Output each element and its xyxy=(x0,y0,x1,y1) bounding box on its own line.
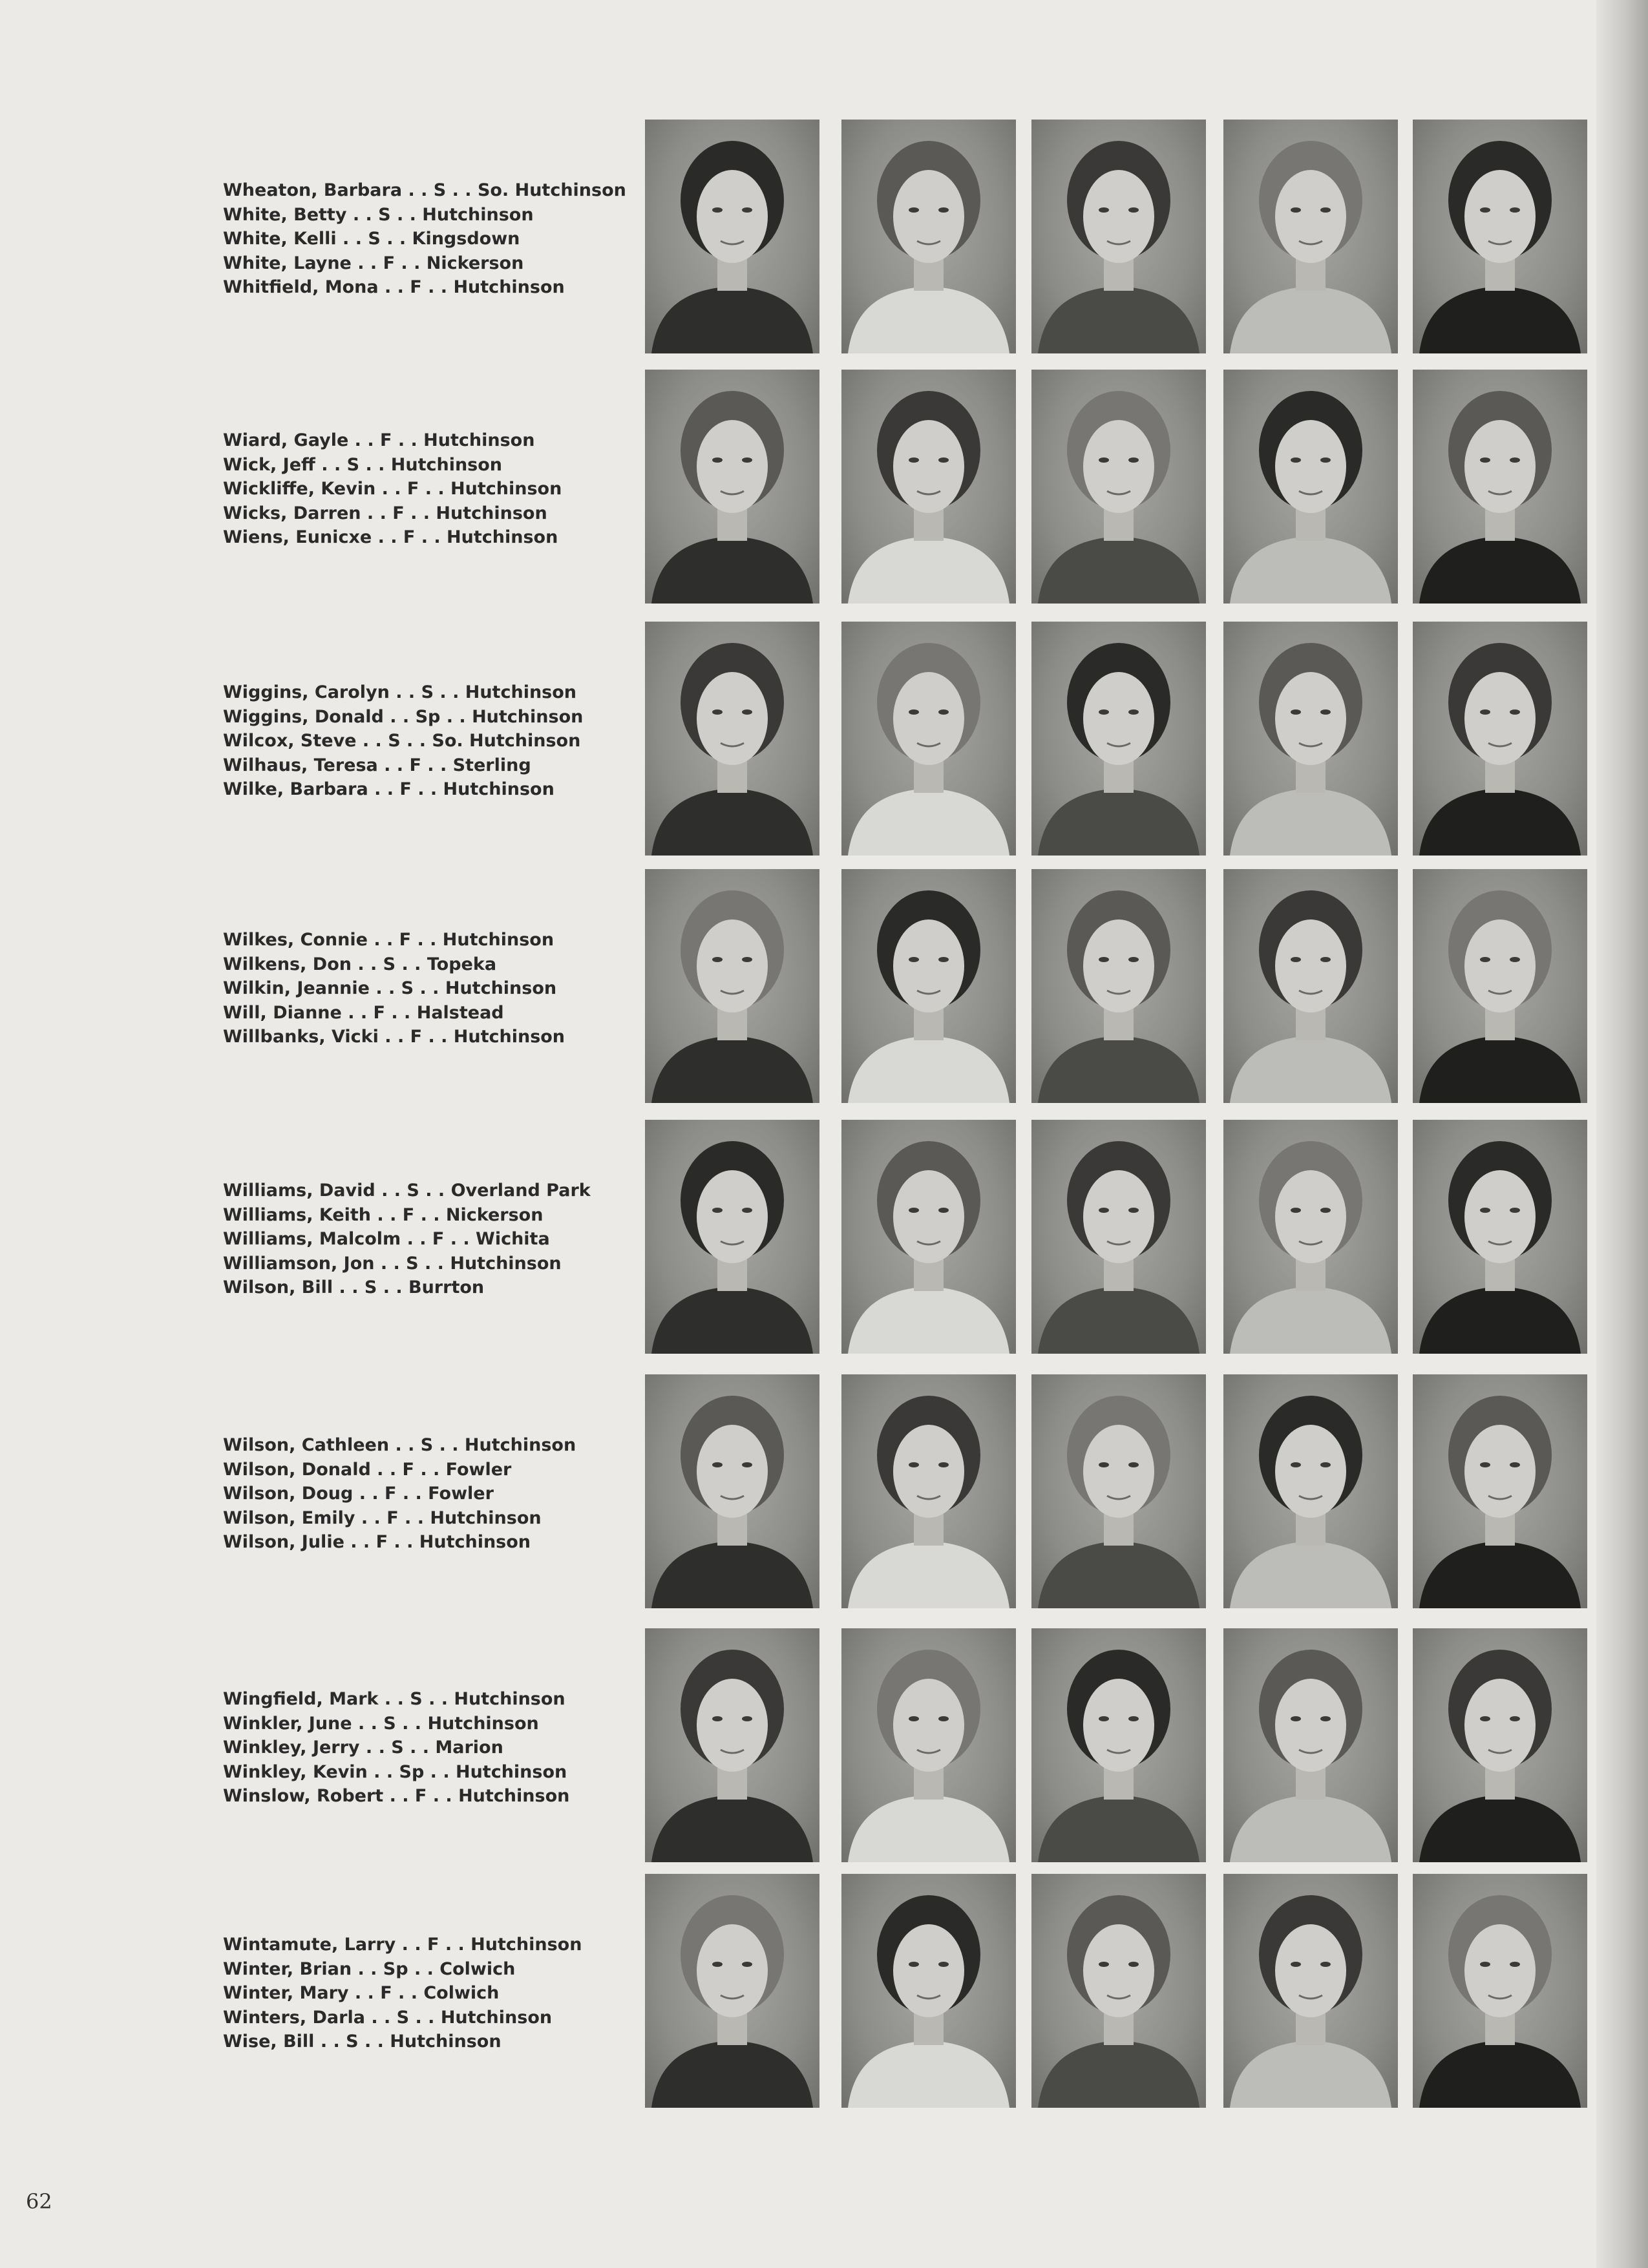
student-name: Winters, Darla . . S . . Hutchinson xyxy=(223,2007,553,2028)
student-portrait xyxy=(1413,370,1587,604)
student-name: White, Layne . . F . . Nickerson xyxy=(223,253,524,273)
name-list xyxy=(223,120,624,359)
student-row xyxy=(0,869,1596,1108)
student-portrait xyxy=(645,622,819,856)
portrait-silhouette xyxy=(1031,370,1206,604)
portrait-silhouette xyxy=(645,370,819,604)
student-portrait xyxy=(1413,869,1587,1103)
portrait-silhouette xyxy=(1031,869,1206,1103)
student-name: Wheaton, Barbara . . S . . So. Hutchinson xyxy=(223,180,626,201)
portrait-silhouette xyxy=(1413,1120,1587,1354)
student-portrait xyxy=(841,1628,1016,1862)
portrait-silhouette xyxy=(841,869,1016,1103)
student-name: Wilson, Doug . . F . . Fowler xyxy=(223,1484,494,1504)
student-name: Wilke, Barbara . . F . . Hutchinson xyxy=(223,779,555,800)
portrait-silhouette xyxy=(1223,1374,1398,1608)
student-name: Wiard, Gayle . . F . . Hutchinson xyxy=(223,430,535,451)
portrait-silhouette xyxy=(645,1120,819,1354)
student-portrait xyxy=(1223,1374,1398,1608)
portrait-silhouette xyxy=(1031,1628,1206,1862)
portrait-silhouette xyxy=(1223,1120,1398,1354)
student-row xyxy=(0,1874,1596,2113)
page-binding-shadow xyxy=(1596,0,1648,2268)
student-name: Wicks, Darren . . F . . Hutchinson xyxy=(223,503,547,523)
portrait-silhouette xyxy=(1413,1628,1587,1862)
portrait-silhouette xyxy=(1031,1374,1206,1608)
student-portrait xyxy=(1031,370,1206,604)
name-list xyxy=(223,370,624,609)
portrait-silhouette xyxy=(841,1374,1016,1608)
student-portrait xyxy=(1223,1874,1398,2108)
student-portrait xyxy=(645,1120,819,1354)
portrait-silhouette xyxy=(1031,1874,1206,2108)
portrait-silhouette xyxy=(1223,869,1398,1103)
portrait-silhouette xyxy=(841,370,1016,604)
student-portrait xyxy=(1223,1628,1398,1862)
portrait-silhouette xyxy=(1223,120,1398,353)
student-name: White, Kelli . . S . . Kingsdown xyxy=(223,229,520,249)
portrait-silhouette xyxy=(1223,622,1398,856)
student-name: Wilkin, Jeannie . . S . . Hutchinson xyxy=(223,978,557,999)
student-name: Wickliffe, Kevin . . F . . Hutchinson xyxy=(223,479,562,499)
student-name: Winkley, Kevin . . Sp . . Hutchinson xyxy=(223,1761,567,1782)
student-name: Wingfield, Mark . . S . . Hutchinson xyxy=(223,1689,565,1710)
student-name: Wilson, Emily . . F . . Hutchinson xyxy=(223,1507,542,1528)
student-name: Wilson, Bill . . S . . Burrton xyxy=(223,1277,485,1298)
student-portrait xyxy=(841,1874,1016,2108)
portrait-silhouette xyxy=(645,1628,819,1862)
student-row xyxy=(0,1374,1596,1613)
name-list xyxy=(223,1374,624,1613)
portrait-silhouette xyxy=(1413,370,1587,604)
portrait-silhouette xyxy=(1223,1874,1398,2108)
student-name: Winkler, June . . S . . Hutchinson xyxy=(223,1713,539,1734)
student-portrait xyxy=(645,1874,819,2108)
student-portrait xyxy=(1031,1374,1206,1608)
portrait-silhouette xyxy=(1031,120,1206,353)
portrait-silhouette xyxy=(645,120,819,353)
student-name: Williams, Malcolm . . F . . Wichita xyxy=(223,1229,550,1250)
portrait-silhouette xyxy=(645,622,819,856)
student-portrait xyxy=(1413,1374,1587,1608)
name-list xyxy=(223,869,624,1108)
portrait-silhouette xyxy=(841,1628,1016,1862)
student-portrait xyxy=(841,1120,1016,1354)
student-name: Winkley, Jerry . . S . . Marion xyxy=(223,1738,503,1758)
portrait-silhouette xyxy=(1413,1874,1587,2108)
student-name: Wiens, Eunicxe . . F . . Hutchinson xyxy=(223,527,558,548)
student-name: Wilson, Donald . . F . . Fowler xyxy=(223,1459,512,1480)
portrait-silhouette xyxy=(645,869,819,1103)
student-name: Will, Dianne . . F . . Halstead xyxy=(223,1002,504,1023)
student-portrait xyxy=(841,869,1016,1103)
student-portrait xyxy=(645,370,819,604)
student-portrait xyxy=(841,622,1016,856)
portrait-silhouette xyxy=(1413,622,1587,856)
student-portrait xyxy=(1031,869,1206,1103)
portrait-silhouette xyxy=(841,1120,1016,1354)
portrait-silhouette xyxy=(841,622,1016,856)
name-list xyxy=(223,1874,624,2113)
name-list xyxy=(223,1628,624,1867)
student-portrait xyxy=(1413,120,1587,353)
student-name: Wilson, Julie . . F . . Hutchinson xyxy=(223,1532,531,1553)
student-name: Winter, Mary . . F . . Colwich xyxy=(223,1983,500,2004)
student-name: Williams, Keith . . F . . Nickerson xyxy=(223,1204,544,1225)
student-name: Wilkes, Connie . . F . . Hutchinson xyxy=(223,930,555,950)
student-row xyxy=(0,120,1596,359)
student-name: Wick, Jeff . . S . . Hutchinson xyxy=(223,454,503,475)
portrait-silhouette xyxy=(1223,1628,1398,1862)
student-name: Winslow, Robert . . F . . Hutchinson xyxy=(223,1786,570,1807)
student-portrait xyxy=(1223,1120,1398,1354)
student-portrait xyxy=(1223,370,1398,604)
student-name: Wise, Bill . . S . . Hutchinson xyxy=(223,2032,502,2052)
portrait-silhouette xyxy=(645,1874,819,2108)
portrait-silhouette xyxy=(1413,1374,1587,1608)
student-name: Wiggins, Carolyn . . S . . Hutchinson xyxy=(223,682,577,703)
student-portrait xyxy=(841,120,1016,353)
student-row xyxy=(0,622,1596,861)
student-name: Winter, Brian . . Sp . . Colwich xyxy=(223,1958,516,1979)
portrait-silhouette xyxy=(645,1374,819,1608)
student-name: Wilkens, Don . . S . . Topeka xyxy=(223,954,497,974)
student-portrait xyxy=(645,1374,819,1608)
name-list xyxy=(223,622,624,861)
student-portrait xyxy=(645,1628,819,1862)
name-list xyxy=(223,1120,624,1359)
student-portrait xyxy=(1223,622,1398,856)
student-portrait xyxy=(1031,622,1206,856)
student-name: Willbanks, Vicki . . F . . Hutchinson xyxy=(223,1027,565,1047)
student-portrait xyxy=(645,120,819,353)
student-portrait xyxy=(1031,1628,1206,1862)
student-row xyxy=(0,1120,1596,1359)
student-portrait xyxy=(1223,869,1398,1103)
portrait-silhouette xyxy=(1223,370,1398,604)
student-name: White, Betty . . S . . Hutchinson xyxy=(223,204,534,225)
student-name: Williamson, Jon . . S . . Hutchinson xyxy=(223,1253,562,1274)
student-portrait xyxy=(1031,1874,1206,2108)
student-portrait xyxy=(645,869,819,1103)
student-portrait xyxy=(841,1374,1016,1608)
student-portrait xyxy=(1031,120,1206,353)
student-name: Wintamute, Larry . . F . . Hutchinson xyxy=(223,1935,582,1955)
portrait-silhouette xyxy=(1031,622,1206,856)
student-name: Wilhaus, Teresa . . F . . Sterling xyxy=(223,755,531,775)
student-portrait xyxy=(841,370,1016,604)
student-portrait xyxy=(1413,1628,1587,1862)
student-portrait xyxy=(1413,1120,1587,1354)
portrait-silhouette xyxy=(1031,1120,1206,1354)
portrait-silhouette xyxy=(1413,120,1587,353)
student-name: Wilson, Cathleen . . S . . Hutchinson xyxy=(223,1435,576,1456)
student-name: Wiggins, Donald . . Sp . . Hutchinson xyxy=(223,706,584,727)
portrait-silhouette xyxy=(841,1874,1016,2108)
student-portrait xyxy=(1413,622,1587,856)
student-portrait xyxy=(1223,120,1398,353)
student-name: Whitfield, Mona . . F . . Hutchinson xyxy=(223,277,565,298)
portrait-silhouette xyxy=(841,120,1016,353)
student-name: Wilcox, Steve . . S . . So. Hutchinson xyxy=(223,731,581,751)
student-name: Williams, David . . S . . Overland Park xyxy=(223,1181,591,1201)
student-portrait xyxy=(1031,1120,1206,1354)
student-row xyxy=(0,1628,1596,1867)
page-number: 62 xyxy=(26,2189,52,2214)
portrait-silhouette xyxy=(1413,869,1587,1103)
student-row xyxy=(0,370,1596,609)
student-portrait xyxy=(1413,1874,1587,2108)
